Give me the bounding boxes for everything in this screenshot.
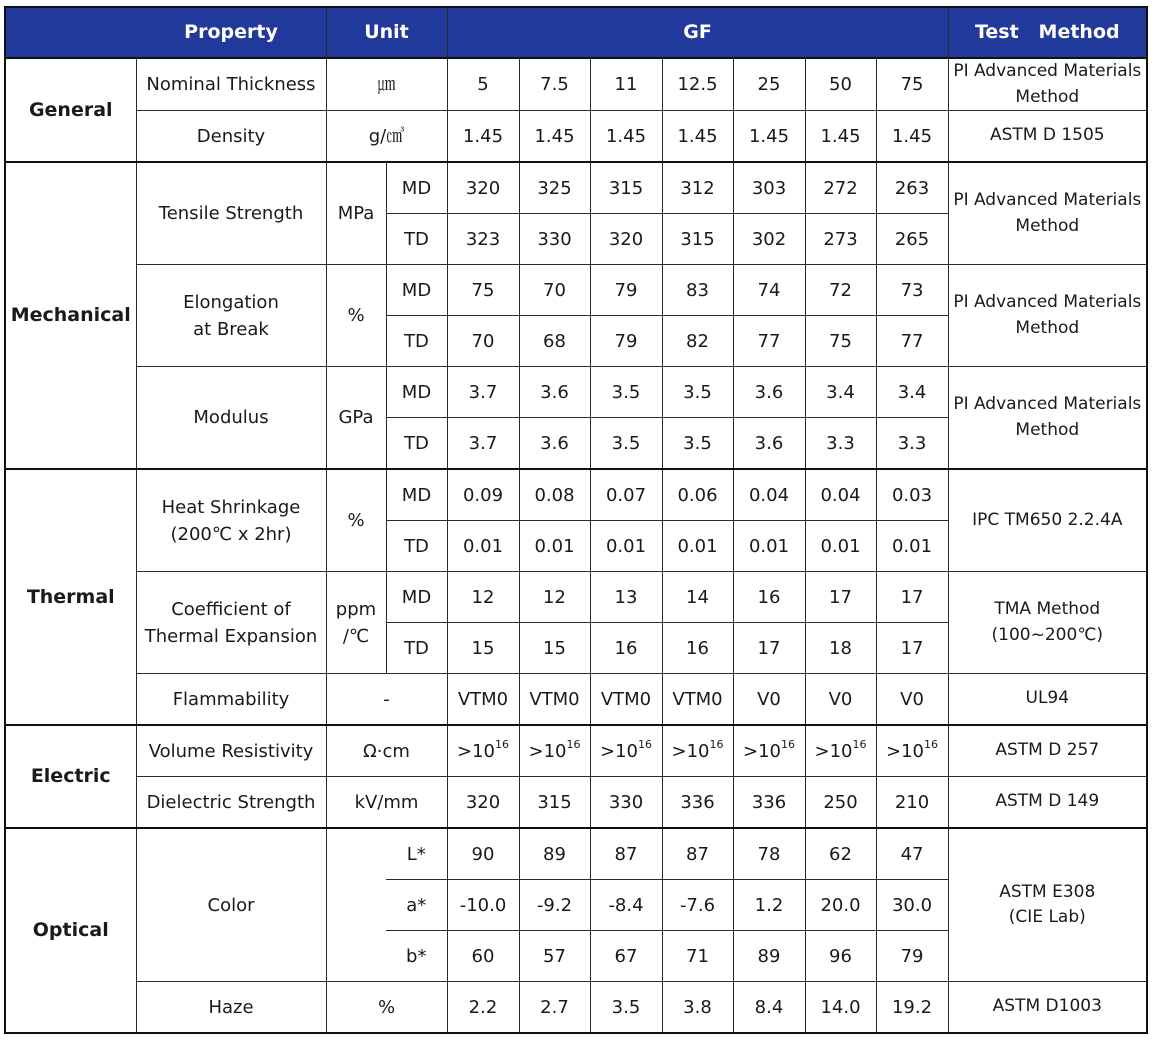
unit-cell: ppm /℃ (326, 572, 386, 674)
row-nominal-thickness (5, 58, 1147, 111)
test-method-cell: IPC TM650 2.2.4A (948, 469, 1147, 572)
value-cell: 68 (519, 316, 590, 367)
value-cell: 3.7 (447, 367, 519, 418)
value-cell: 3.6 (519, 367, 590, 418)
value-cell: 47 (876, 828, 948, 880)
value-cell: 330 (519, 214, 590, 265)
value-cell: 14.0 (805, 982, 876, 1034)
value-cell: 12.5 (662, 58, 733, 111)
property-label: Flammability (136, 674, 326, 726)
value-cell: 250 (805, 777, 876, 829)
header-corner (5, 7, 136, 58)
test-method-cell: PI Advanced Materials Method (948, 367, 1147, 470)
value-cell: 0.01 (805, 521, 876, 572)
header-unit: Unit (326, 7, 447, 58)
direction-label: MD (386, 162, 447, 214)
header-row (5, 7, 1147, 58)
value-cell: 17 (876, 572, 948, 623)
row-flammability (5, 674, 1147, 726)
value-cell: 13 (590, 572, 662, 623)
unit-cell: Ω·cm (326, 725, 447, 777)
value-cell: 1.45 (519, 111, 590, 163)
value-cell: 312 (662, 162, 733, 214)
value-cell: 15 (447, 623, 519, 674)
value-cell: 12 (447, 572, 519, 623)
value-cell: 7.5 (519, 58, 590, 111)
value-cell: 1.45 (662, 111, 733, 163)
value-cell: 77 (733, 316, 805, 367)
color-component-label: a* (386, 880, 447, 931)
header-test-method: Test Method (948, 7, 1147, 58)
value-cell: 315 (519, 777, 590, 829)
value-cell: 11 (590, 58, 662, 111)
value-cell: 3.5 (590, 982, 662, 1034)
category-general: General (5, 58, 136, 162)
property-label: Tensile Strength (136, 162, 326, 265)
value-cell: 17 (733, 623, 805, 674)
value-cell: 315 (590, 162, 662, 214)
value-cell: 320 (590, 214, 662, 265)
unit-cell: MPa (326, 162, 386, 265)
row-shrinkage-md (5, 469, 1147, 521)
property-label: Dielectric Strength (136, 777, 326, 829)
test-method-cell: ASTM D 257 (948, 725, 1147, 777)
value-cell: 3.4 (876, 367, 948, 418)
value-cell: 77 (876, 316, 948, 367)
property-label: Elongation at Break (136, 265, 326, 367)
direction-label: MD (386, 572, 447, 623)
value-cell: 15 (519, 623, 590, 674)
value-cell: 302 (733, 214, 805, 265)
property-label: Haze (136, 982, 326, 1034)
value-cell: 3.8 (662, 982, 733, 1034)
row-color-l (5, 828, 1147, 880)
value-cell: 0.09 (447, 469, 519, 521)
value-cell: V0 (805, 674, 876, 726)
row-density (5, 111, 1147, 163)
property-label: Coefficient of Thermal Expansion (136, 572, 326, 674)
value-cell: 75 (447, 265, 519, 316)
value-cell: 3.7 (447, 418, 519, 470)
properties-table (4, 6, 1148, 1034)
value-cell: 19.2 (876, 982, 948, 1034)
row-cte-md (5, 572, 1147, 623)
value-cell: 3.3 (876, 418, 948, 470)
value-cell: 1.45 (590, 111, 662, 163)
value-cell: 3.4 (805, 367, 876, 418)
test-method-cell: UL94 (948, 674, 1147, 726)
value-cell: 315 (662, 214, 733, 265)
value-cell: -9.2 (519, 880, 590, 931)
value-cell: 74 (733, 265, 805, 316)
value-cell: 73 (876, 265, 948, 316)
value-cell: 89 (733, 931, 805, 982)
row-volume-resistivity (5, 725, 1147, 777)
value-cell: 273 (805, 214, 876, 265)
value-cell: 3.5 (590, 367, 662, 418)
direction-label: TD (386, 623, 447, 674)
test-method-cell: TMA Method (100~200℃) (948, 572, 1147, 674)
value-cell: 3.5 (662, 418, 733, 470)
unit-cell: % (326, 265, 386, 367)
value-cell: 265 (876, 214, 948, 265)
category-thermal: Thermal (5, 469, 136, 725)
header-property: Property (136, 7, 326, 58)
value-cell: $>10^{16}$ (590, 725, 662, 777)
color-component-label: b* (386, 931, 447, 982)
category-optical: Optical (5, 828, 136, 1033)
value-cell: 1.2 (733, 880, 805, 931)
value-cell: 60 (447, 931, 519, 982)
direction-label: MD (386, 265, 447, 316)
value-cell: $>10^{16}$ (519, 725, 590, 777)
direction-label: TD (386, 214, 447, 265)
value-cell: 72 (805, 265, 876, 316)
value-cell: -7.6 (662, 880, 733, 931)
value-cell: -10.0 (447, 880, 519, 931)
direction-label: TD (386, 521, 447, 572)
unit-cell: kV/mm (326, 777, 447, 829)
value-cell: 25 (733, 58, 805, 111)
unit-cell: GPa (326, 367, 386, 470)
row-tensile-md (5, 162, 1147, 214)
value-cell: 2.7 (519, 982, 590, 1034)
value-cell: 50 (805, 58, 876, 111)
value-cell: 272 (805, 162, 876, 214)
value-cell: 303 (733, 162, 805, 214)
test-method-cell: PI Advanced Materials Method (948, 265, 1147, 367)
value-cell: 0.01 (519, 521, 590, 572)
test-method-cell: ASTM D 149 (948, 777, 1147, 829)
value-cell: 320 (447, 777, 519, 829)
value-cell: 336 (733, 777, 805, 829)
property-label: Heat Shrinkage (200℃ x 2hr) (136, 469, 326, 572)
value-cell: 12 (519, 572, 590, 623)
unit-cell (326, 828, 386, 982)
value-cell: 1.45 (447, 111, 519, 163)
category-mechanical: Mechanical (5, 162, 136, 469)
row-elongation-md (5, 265, 1147, 316)
property-label: Volume Resistivity (136, 725, 326, 777)
value-cell: -8.4 (590, 880, 662, 931)
value-cell: 16 (590, 623, 662, 674)
value-cell: 89 (519, 828, 590, 880)
unit-cell: % (326, 469, 386, 572)
row-dielectric-strength (5, 777, 1147, 829)
value-cell: 3.3 (805, 418, 876, 470)
value-cell: VTM0 (447, 674, 519, 726)
value-cell: 8.4 (733, 982, 805, 1034)
value-cell: 70 (447, 316, 519, 367)
value-cell: 323 (447, 214, 519, 265)
value-cell: VTM0 (590, 674, 662, 726)
test-method-cell: PI Advanced Materials Method (948, 58, 1147, 111)
property-label: Modulus (136, 367, 326, 470)
value-cell: 14 (662, 572, 733, 623)
value-cell: 3.6 (519, 418, 590, 470)
value-cell: 336 (662, 777, 733, 829)
value-cell: 0.06 (662, 469, 733, 521)
value-cell: 0.08 (519, 469, 590, 521)
value-cell: 0.07 (590, 469, 662, 521)
value-cell: V0 (733, 674, 805, 726)
value-cell: V0 (876, 674, 948, 726)
value-cell: 0.03 (876, 469, 948, 521)
value-cell: 330 (590, 777, 662, 829)
value-cell: 1.45 (876, 111, 948, 163)
value-cell: 17 (876, 623, 948, 674)
value-cell: 87 (590, 828, 662, 880)
value-cell: 70 (519, 265, 590, 316)
value-cell: $>10^{16}$ (876, 725, 948, 777)
direction-label: MD (386, 367, 447, 418)
value-cell: 3.5 (662, 367, 733, 418)
unit-cell: - (326, 674, 447, 726)
property-label: Nominal Thickness (136, 58, 326, 111)
value-cell: 87 (662, 828, 733, 880)
category-electric: Electric (5, 725, 136, 828)
value-cell: 57 (519, 931, 590, 982)
test-method-cell: ASTM E308 (CIE Lab) (948, 828, 1147, 982)
value-cell: 96 (805, 931, 876, 982)
value-cell: 1.45 (805, 111, 876, 163)
value-cell: 16 (733, 572, 805, 623)
value-cell: 0.04 (805, 469, 876, 521)
direction-label: TD (386, 418, 447, 470)
property-label: Color (136, 828, 326, 982)
value-cell: $>10^{16}$ (805, 725, 876, 777)
value-cell: 1.45 (733, 111, 805, 163)
color-component-label: L* (386, 828, 447, 880)
direction-label: MD (386, 469, 447, 521)
value-cell: 79 (590, 316, 662, 367)
unit-cell: % (326, 982, 447, 1034)
row-haze (5, 982, 1147, 1034)
value-cell: 79 (590, 265, 662, 316)
value-cell: 75 (876, 58, 948, 111)
value-cell: 75 (805, 316, 876, 367)
unit-cell: g/㎤ (326, 111, 447, 163)
value-cell: 0.01 (590, 521, 662, 572)
unit-cell: ㎛ (326, 58, 447, 111)
property-label: Density (136, 111, 326, 163)
value-cell: 325 (519, 162, 590, 214)
value-cell: 0.01 (733, 521, 805, 572)
value-cell: 90 (447, 828, 519, 880)
value-cell: 82 (662, 316, 733, 367)
value-cell: 0.01 (876, 521, 948, 572)
value-cell: 62 (805, 828, 876, 880)
value-cell: 16 (662, 623, 733, 674)
value-cell: $>10^{16}$ (733, 725, 805, 777)
value-cell: 67 (590, 931, 662, 982)
value-cell: $>10^{16}$ (447, 725, 519, 777)
value-cell: 320 (447, 162, 519, 214)
value-cell: 3.5 (590, 418, 662, 470)
direction-label: TD (386, 316, 447, 367)
value-cell: 79 (876, 931, 948, 982)
value-cell: 5 (447, 58, 519, 111)
value-cell: 71 (662, 931, 733, 982)
value-cell: 78 (733, 828, 805, 880)
row-modulus-md (5, 367, 1147, 418)
value-cell: VTM0 (662, 674, 733, 726)
test-method-cell: ASTM D1003 (948, 982, 1147, 1034)
value-cell: VTM0 (519, 674, 590, 726)
value-cell: 263 (876, 162, 948, 214)
value-cell: 30.0 (876, 880, 948, 931)
header-gf: GF (447, 7, 948, 58)
value-cell: 17 (805, 572, 876, 623)
value-cell: 0.01 (662, 521, 733, 572)
value-cell: 18 (805, 623, 876, 674)
value-cell: 0.01 (447, 521, 519, 572)
value-cell: $>10^{16}$ (662, 725, 733, 777)
value-cell: 3.6 (733, 367, 805, 418)
value-cell: 210 (876, 777, 948, 829)
value-cell: 2.2 (447, 982, 519, 1034)
test-method-cell: PI Advanced Materials Method (948, 162, 1147, 265)
value-cell: 0.04 (733, 469, 805, 521)
test-method-cell: ASTM D 1505 (948, 111, 1147, 163)
value-cell: 3.6 (733, 418, 805, 470)
value-cell: 20.0 (805, 880, 876, 931)
value-cell: 83 (662, 265, 733, 316)
